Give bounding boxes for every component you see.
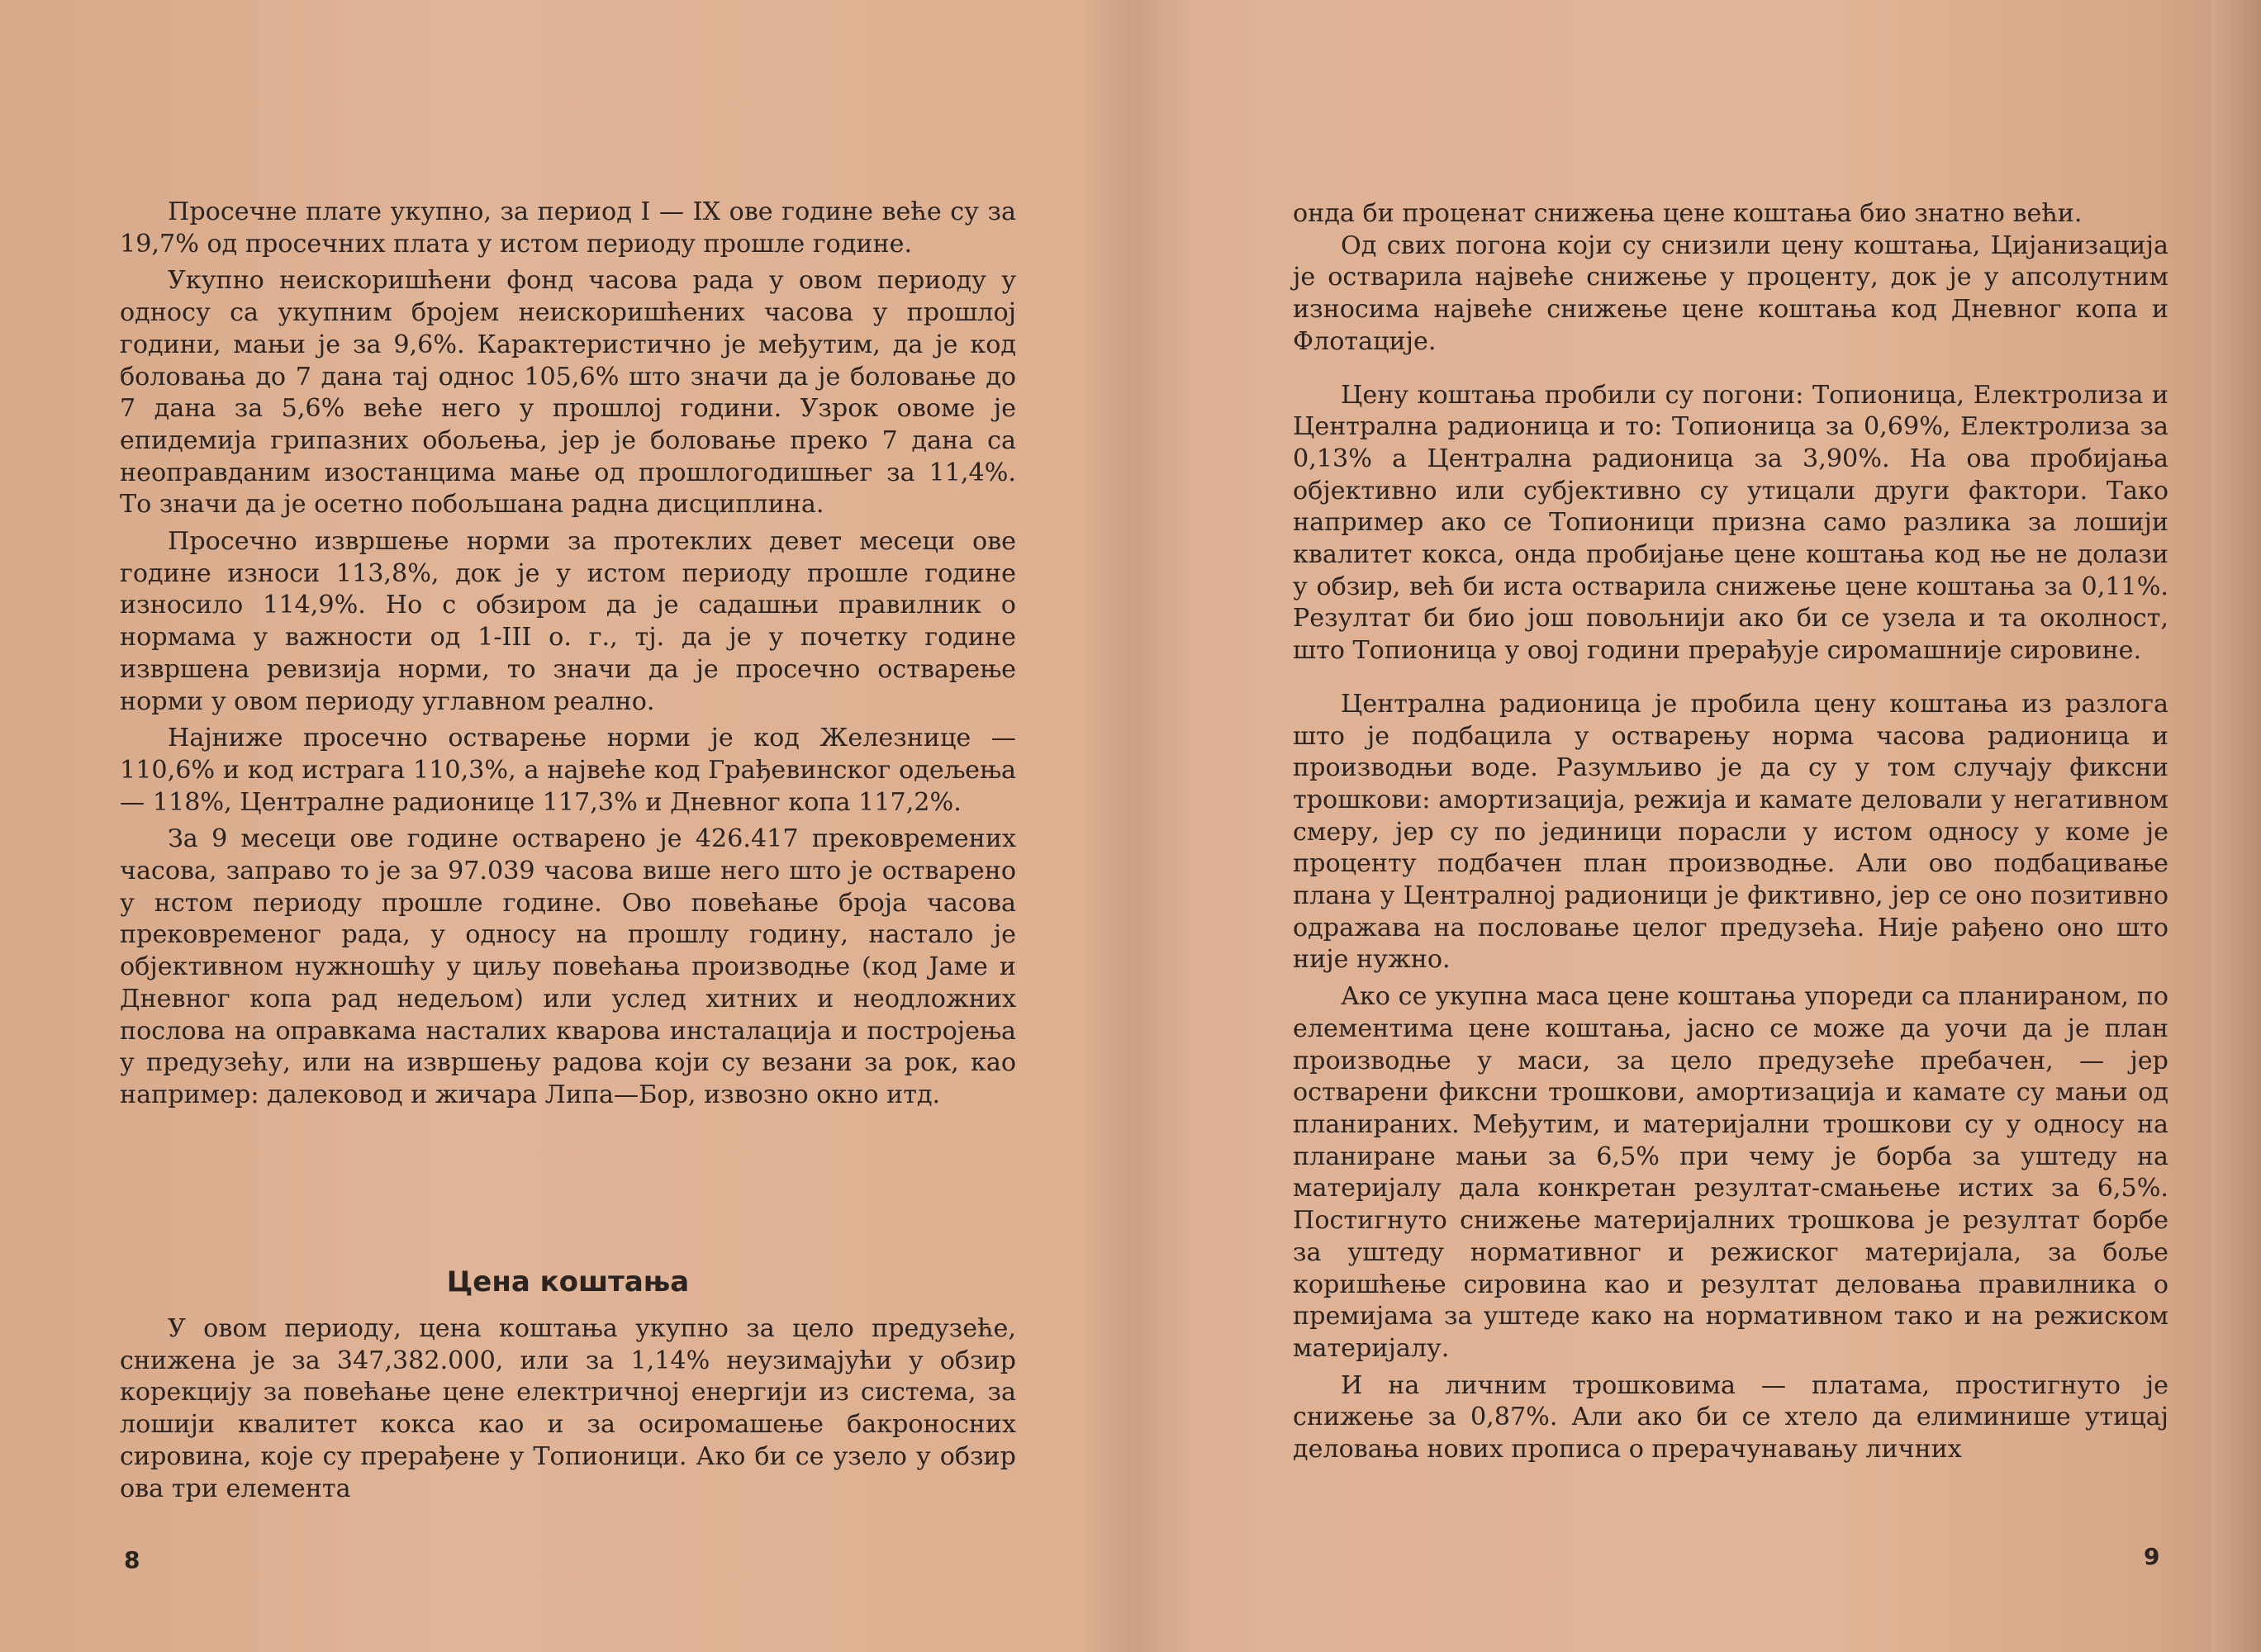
right-paragraph-6: И на личним трошковима — платама, простигнуто је снижење за 0,87%. Али ако би се хтело да елиминише утицај деловања нових прописа о прерачунавању личних bbox=[1293, 1370, 2168, 1464]
left-paragraph-6: У овом периоду, цена коштања укупно за цело предузеће, снижена је за 347,382.000, или за 1,14% неузимајући у обзир корекцију за повећање цене електричној енергији из система, за лошији квалитет кокса као и за осиромашење бакроносних сировина, које су прерађене у Топионици. Ако би се узело у обзир ова три елемента bbox=[120, 1314, 1016, 1503]
left-page-text-after-heading bbox=[120, 1313, 1016, 1505]
left-paragraph-2: Укупно неискоришћени фонд часова рада у овом периоду у односу са укупним бројем неискоришћених часова у прошлој години, мањи је за 9,6%. Карактеристично је међутим, да је код боловања до 7 дана тај однос 105,6% што значи да је боловање до 7 дана за 5,6% веће него у прошлој години. Узрок овоме је епидемија грипазних обољења, јер је боловање преко 7 дана са неоправданим изостанцима мање од прошлогодишњег за 11,4%. То значи да је осетно побољшана радна дисциплина. bbox=[120, 266, 1016, 520]
right-paragraph-1: онда би проценат снижења цене коштања био знатно већи. bbox=[1293, 199, 2083, 228]
left-paragraph-4: Најниже просечно остварење норми је код Железнице — 110,6% и код истрага 110,3%, а највеће код Грађевинског одељења — 118%, Централне радионице 117,3% и Дневног копа 117,2%. bbox=[120, 724, 1016, 817]
right-paragraph-2: Од свих погона који су снизили цену коштања, Цијанизација је остварила највеће снижење у проценту, док је у апсолутним износима највеће снижење цене коштања код Дневног копа и Флотације. bbox=[1293, 230, 2168, 356]
right-paragraph-3: Цену коштања пробили су погони: Топионица, Електролиза и Централна радионица и то: Топионица за 0,69%, Електролиза за 0,13% а Централна радионица за 3,90%. На ова пробијања објективно или субјективно су утицали други фактори. Тако например ако се Топионици призна само разлика за лошији квалитет кокса, онда пробијање цене коштања код ње не долази у обзир, већ би иста остварила снижење цене коштања за 0,11%. Резултат би био још повољнији ако би се узела и та околност, што Топионица у овој години прерађује сиромашније сировине. bbox=[1293, 380, 2168, 666]
page-number-left: 8 bbox=[124, 1546, 140, 1574]
left-paragraph-5: За 9 месеци ове године остварено је 426.417 прековремених часова, заправо то је за 97.039 часова више него што је остварено у нстом периоду прошле године. Ово повећање броја часова прековременог рада, у односу на прошлу годину, настало је објективном нужношћу у циљу повећања производње (код Јаме и Дневног копа рад недељом) или услед хитних и неодложних послова на оправкама насталих кварова инсталација и постројења у предузећу, или на извршењу радова који су везани за рок, као например: далековод и жичара Липа—Бор, извозно окно итд. bbox=[120, 824, 1016, 1109]
right-page-text bbox=[1293, 198, 2168, 1466]
section-heading: Цена коштања bbox=[446, 1265, 690, 1298]
left-paragraph-1: Просечне плате укупно, за период I — IX ове године веће су за 19,7% од просечних плата у истом периоду прошле године. bbox=[120, 197, 1016, 259]
left-page-text bbox=[120, 197, 1016, 1112]
left-paragraph-3: Просечно извршење норми за протеклих девет месеци ове године износи 113,8%, док је у истом периоду прошле године износило 114,9%. Но с обзиром да је садашњи правилник о нормама у важности од 1-III о. г., тј. да је у почетку године извршена ревизија норми, то значи да је просечно остварење норми у овом периоду углавном реално. bbox=[120, 527, 1016, 716]
right-paragraph-4: Централна радионица је пробила цену коштања из разлога што је подбацила у остварењу норма часова радионица и производњи воде. Разумљиво је да су у том случају фиксни трошкови: амортизација, режија и камате деловали у негативном смеру, јер су по јединици порасли у истом односу у коме је проценту подбачен план производње. Али ово подбацивање плана у Централној радионици је фиктивно, јер се оно позитивно одражава на пословање целог предузећа. Није рађено оно што није нужно. bbox=[1293, 689, 2168, 975]
right-paragraph-5: Ако се укупна маса цене коштања упореди са планираном, по елементима цене коштања, јасно се може да уочи да је план производње у маси, за цело предузеће пребачен, — јер остварени фиксни трошкови, амортизација и камате су мањи од планираних. Међутим, и материјални трошкови су у односу на планиране мањи за 6,5% при чему је борба за уштеду на материјалу дала конкретан резултат-смањење истих за 6,5%. Постигнуто снижење материјалних трошкова је резултат борбе за уштеду нормативног и режиског материјала, за боље коришћење сировина као и резултат деловања правилника о премијама за уштеде како на нормативном тако и на режиском материјалу. bbox=[1293, 982, 2168, 1363]
page-edge bbox=[2211, 0, 2261, 1652]
page-number-right: 9 bbox=[2144, 1543, 2160, 1570]
